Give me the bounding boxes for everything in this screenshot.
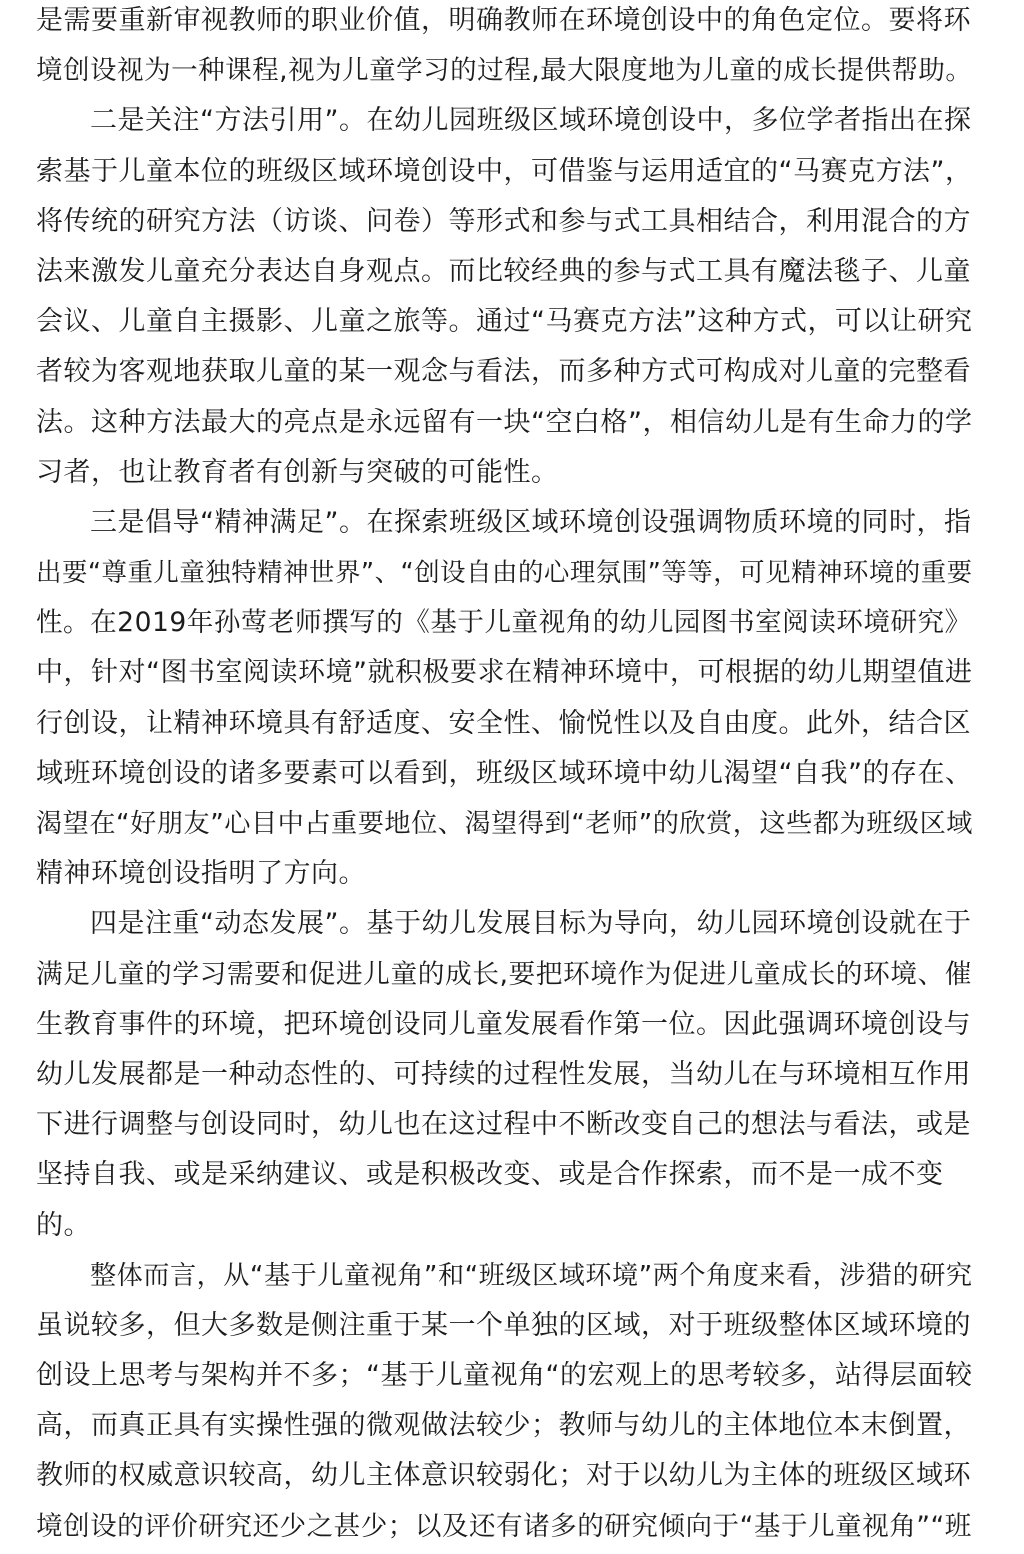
- text-line: 性。在2019年孙莺老师撰写的《基于儿童视角的幼儿园图书室阅读环境研究》: [36, 607, 972, 639]
- text-line: 渴望在“好朋友”心目中占重要地位、渴望得到“老师”的欣赏，这些都为班级区域: [36, 809, 973, 839]
- text-line: 精神环境创设指明了方向。: [36, 858, 366, 890]
- text-line: 高，而真正具有实操性强的微观做法较少；教师与幼儿的主体地位本末倒置，: [36, 1410, 971, 1442]
- text-line: 中，针对“图书室阅读环境”就积极要求在精神环境中，可根据的幼儿期望值进: [36, 657, 973, 689]
- text-line: 满足儿童的学习需要和促进儿童的成长,要把环境作为促进儿童成长的环境、催: [36, 958, 973, 990]
- text-line: 三是倡导“精神满足”。在探索班级区域环境创设强调物质环境的同时，指: [90, 506, 972, 538]
- text-line: 是需要重新审视教师的职业价值，明确教师在环境创设中的角色定位。要将环: [36, 5, 971, 36]
- text-line: 生教育事件的环境，把环境创设同儿童发展看作第一位。因此强调环境创设与: [36, 1008, 971, 1040]
- paragraph: [36, 498, 972, 900]
- text-line: 习者，也让教育者有创新与突破的可能性。: [36, 456, 559, 488]
- text-line: 者较为客观地获取儿童的某一观念与看法，而多种方式可构成对儿童的完整看: [36, 356, 971, 388]
- text-line: 出要“尊重儿童独特精神世界”、“创设自由的心理氛围”等等，可见精神环境的重要: [36, 558, 973, 589]
- text-line: 域班环境创设的诸多要素可以看到，班级区域环境中幼儿渴望“自我”的存在、: [36, 757, 973, 789]
- text-line: 虽说较多，但大多数是侧注重于某一个单独的区域，对于班级整体区域环境的: [36, 1309, 971, 1341]
- text-line: 的。: [36, 1209, 91, 1241]
- text-line: 四是注重“动态发展”。基于幼儿发展目标为导向，幼儿园环境创设就在于: [90, 908, 972, 940]
- text-line: 会议、儿童自主摄影、儿童之旅等。通过“马赛克方法”这种方式，可以让研究: [36, 306, 973, 338]
- text-line: 境创设视为一种课程,视为儿童学习的过程,最大限度地为儿童的成长提供帮助。: [36, 55, 973, 87]
- text-line: 行创设，让精神环境具有舒适度、安全性、愉悦性以及自由度。此外，结合区: [36, 707, 971, 739]
- paragraph: [36, 1251, 972, 1552]
- text-line: 境创设的评价研究还少之甚少；以及还有诸多的研究倾向于“基于儿童视角”“班: [36, 1510, 972, 1542]
- text-line: 二是关注“方法引用”。在幼儿园班级区域环境创设中，多位学者指出在探: [90, 105, 972, 137]
- paragraph: [36, 0, 972, 96]
- text-line: 创设上思考与架构并不多；“基于儿童视角“的宏观上的思考较多，站得层面较: [36, 1360, 973, 1392]
- text-line: 法。这种方法最大的亮点是永远留有一块“空白格”，相信幼儿是有生命力的学: [36, 406, 973, 438]
- text-line: 教师的权威意识较高，幼儿主体意识较弱化；对于以幼儿为主体的班级区域环: [36, 1460, 971, 1492]
- text-line: 坚持自我、或是采纳建议、或是积极改变、或是合作探索，而不是一成不变: [36, 1159, 944, 1191]
- text-line: 法来激发儿童充分表达自身观点。而比较经典的参与式工具有魔法毯子、儿童: [36, 255, 971, 287]
- text-line: 整体而言，从“基于儿童视角”和“班级区域环境”两个角度来看，涉猎的研究: [90, 1260, 973, 1291]
- text-line: 下进行调整与创设同时，幼儿也在这过程中不断改变自己的想法与看法，或是: [36, 1109, 971, 1141]
- text-line: 幼儿发展都是一种动态性的、可持续的过程性发展，当幼儿在与环境相互作用: [36, 1058, 971, 1090]
- document-body: [36, 0, 972, 1552]
- text-line: 索基于儿童本位的班级区域环境创设中，可借鉴与运用适宜的“马赛克方法”，: [36, 155, 973, 187]
- text-line: 将传统的研究方法（访谈、问卷）等形式和参与式工具相结合，利用混合的方: [36, 205, 971, 237]
- paragraph: [36, 899, 972, 1250]
- paragraph: [36, 96, 972, 498]
